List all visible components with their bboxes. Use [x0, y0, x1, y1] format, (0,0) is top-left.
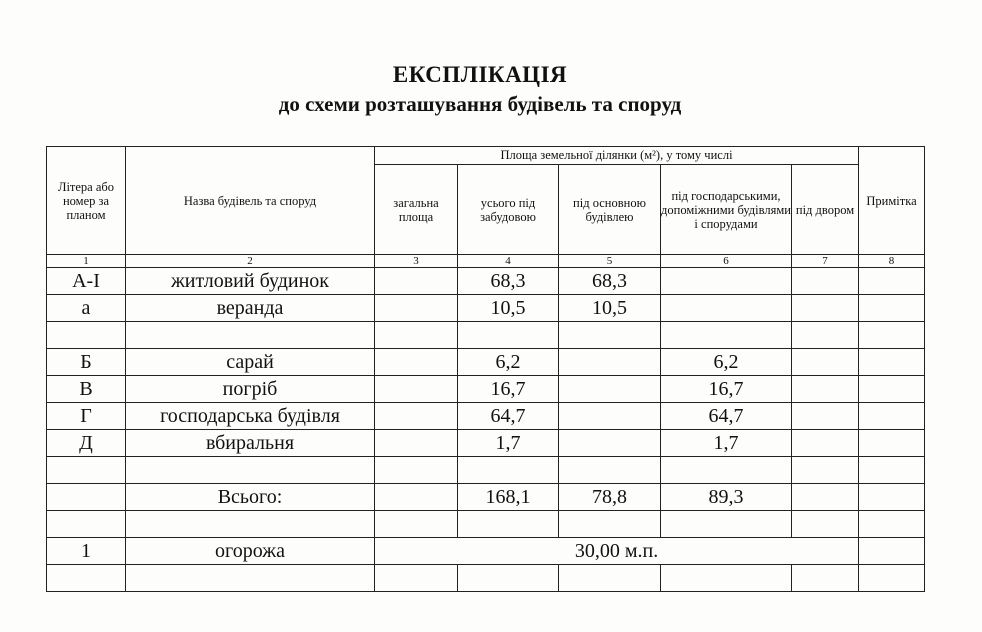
- row-aux: [661, 457, 792, 484]
- row-note: [859, 349, 925, 376]
- table-row: [47, 349, 925, 376]
- empty-cell: [126, 565, 375, 592]
- row-name: [126, 457, 375, 484]
- row-note: [859, 322, 925, 349]
- header-total-area: загальна площа: [375, 165, 458, 255]
- row-aux: [661, 268, 792, 295]
- table-body: [47, 147, 925, 592]
- table-row: [47, 511, 925, 538]
- table-row: [47, 376, 925, 403]
- row-name: [126, 322, 375, 349]
- row-total-area: [375, 268, 458, 295]
- row-letter: В: [47, 376, 126, 403]
- row-total-area: [375, 403, 458, 430]
- total-letter-cell: [47, 484, 126, 511]
- row-yard: [792, 376, 859, 403]
- row-main-building: [559, 349, 661, 376]
- fence-letter: 1: [47, 538, 126, 565]
- row-yard: [792, 457, 859, 484]
- row-built: 68,3: [458, 268, 559, 295]
- header-built: усього під забудовою: [458, 165, 559, 255]
- row-name: господарська будівля: [126, 403, 375, 430]
- row-name: вбиральня: [126, 430, 375, 457]
- column-number-row: [47, 255, 925, 268]
- row-note: [859, 457, 925, 484]
- row-yard: [792, 349, 859, 376]
- row-letter: Г: [47, 403, 126, 430]
- row-built: 16,7: [458, 376, 559, 403]
- empty-cell: [126, 511, 375, 538]
- row-aux: 64,7: [661, 403, 792, 430]
- total-yard: [792, 484, 859, 511]
- row-main-building: [559, 376, 661, 403]
- empty-cell: [559, 565, 661, 592]
- row-name: сарай: [126, 349, 375, 376]
- row-name: погріб: [126, 376, 375, 403]
- table-row: [47, 268, 925, 295]
- row-total-area: [375, 295, 458, 322]
- total-note: [859, 484, 925, 511]
- row-yard: [792, 295, 859, 322]
- row-total-area: [375, 322, 458, 349]
- row-main-building: 10,5: [559, 295, 661, 322]
- row-note: [859, 403, 925, 430]
- col-number: 6: [661, 255, 792, 268]
- empty-cell: [859, 511, 925, 538]
- fence-length: 30,00 м.п.: [375, 538, 859, 565]
- row-note: [859, 268, 925, 295]
- fence-name: огорожа: [126, 538, 375, 565]
- empty-cell: [661, 565, 792, 592]
- row-built: 6,2: [458, 349, 559, 376]
- total-row: [47, 484, 925, 511]
- empty-cell: [661, 511, 792, 538]
- document-title: ЕКСПЛІКАЦІЯ: [392, 62, 568, 87]
- row-main-building: [559, 403, 661, 430]
- row-note: [859, 295, 925, 322]
- empty-cell: [458, 511, 559, 538]
- total-aux: 89,3: [661, 484, 792, 511]
- row-total-area: [375, 376, 458, 403]
- row-yard: [792, 322, 859, 349]
- header-note: Примітка: [859, 147, 925, 255]
- total-label: Всього:: [126, 484, 375, 511]
- empty-cell: [792, 511, 859, 538]
- col-number: 2: [126, 255, 375, 268]
- row-letter: [47, 322, 126, 349]
- row-letter: [47, 457, 126, 484]
- row-aux: 1,7: [661, 430, 792, 457]
- row-letter: Б: [47, 349, 126, 376]
- fence-row: [47, 538, 925, 565]
- row-built: [458, 457, 559, 484]
- empty-cell: [375, 565, 458, 592]
- row-aux: 6,2: [661, 349, 792, 376]
- row-aux: [661, 322, 792, 349]
- row-aux: 16,7: [661, 376, 792, 403]
- header-main-building: під основною будівлею: [559, 165, 661, 255]
- row-yard: [792, 403, 859, 430]
- empty-cell: [859, 565, 925, 592]
- row-yard: [792, 268, 859, 295]
- row-main-building: [559, 322, 661, 349]
- table-row: [47, 295, 925, 322]
- table-row: [47, 565, 925, 592]
- fence-note: [859, 538, 925, 565]
- header-yard: під двором: [792, 165, 859, 255]
- row-built: 64,7: [458, 403, 559, 430]
- col-number: 7: [792, 255, 859, 268]
- row-main-building: [559, 457, 661, 484]
- total-built: 168,1: [458, 484, 559, 511]
- row-built: 1,7: [458, 430, 559, 457]
- row-yard: [792, 430, 859, 457]
- empty-cell: [375, 511, 458, 538]
- col-number: 1: [47, 255, 126, 268]
- col-number: 3: [375, 255, 458, 268]
- empty-cell: [47, 565, 126, 592]
- row-letter: А-І: [47, 268, 126, 295]
- header-name: Назва будівель та споруд: [126, 147, 375, 255]
- table-row: [47, 457, 925, 484]
- header-area-group: Площа земельної ділянки (м²), у тому числі: [375, 147, 859, 165]
- total-main-building: 78,8: [559, 484, 661, 511]
- table-row: [47, 430, 925, 457]
- row-main-building: [559, 430, 661, 457]
- col-number: 4: [458, 255, 559, 268]
- row-name: веранда: [126, 295, 375, 322]
- row-total-area: [375, 349, 458, 376]
- total-total-area: [375, 484, 458, 511]
- empty-cell: [47, 511, 126, 538]
- row-note: [859, 376, 925, 403]
- row-built: [458, 322, 559, 349]
- document-subtitle: до схеми розташування будівель та споруд: [278, 92, 682, 116]
- col-number: 5: [559, 255, 661, 268]
- table-row: [47, 322, 925, 349]
- row-built: 10,5: [458, 295, 559, 322]
- table-row: [47, 403, 925, 430]
- row-total-area: [375, 457, 458, 484]
- row-letter: Д: [47, 430, 126, 457]
- row-main-building: 68,3: [559, 268, 661, 295]
- row-total-area: [375, 430, 458, 457]
- explication-table: [46, 146, 925, 592]
- empty-cell: [458, 565, 559, 592]
- header-letter: Літера або номер за планом: [47, 147, 126, 255]
- empty-cell: [559, 511, 661, 538]
- col-number: 8: [859, 255, 925, 268]
- row-name: житловий будинок: [126, 268, 375, 295]
- header-aux: під господарськими, допоміжними будівлями і спорудами: [661, 165, 792, 255]
- row-note: [859, 430, 925, 457]
- row-aux: [661, 295, 792, 322]
- empty-cell: [792, 565, 859, 592]
- row-letter: а: [47, 295, 126, 322]
